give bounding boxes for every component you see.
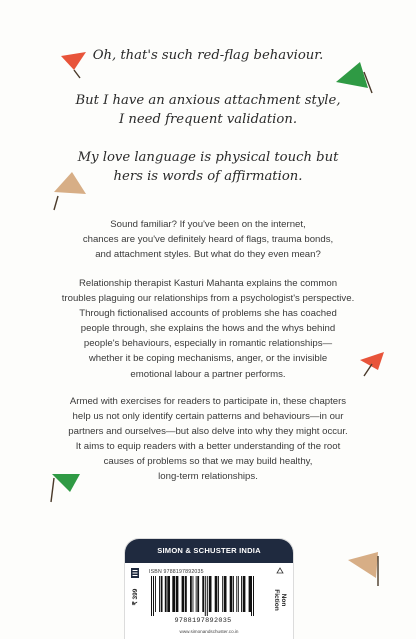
barcode-bar bbox=[222, 576, 223, 612]
paragraph-line: people's behaviours, especially in romantic relationships— bbox=[83, 338, 333, 350]
quote-line: I need frequent validation. bbox=[118, 112, 298, 127]
paragraph-line: Relationship therapist Kasturi Mahanta explains the common bbox=[78, 278, 338, 289]
barcode-bar bbox=[218, 576, 219, 612]
barcode-bar bbox=[185, 576, 187, 612]
paragraph-line: Armed with exercises for readers to participate in, these chapters bbox=[69, 396, 347, 407]
barcode-bar bbox=[233, 576, 234, 612]
isbn-label: ISBN 9788197892035 bbox=[149, 569, 204, 575]
paragraph-line: Through fictionalised accounts of problems she has coached bbox=[79, 308, 337, 320]
barcode-bar bbox=[238, 576, 239, 612]
barcode-bar bbox=[193, 576, 194, 612]
barcode-bar bbox=[190, 576, 192, 612]
quote-red-flag bbox=[0, 46, 416, 65]
barcode-bar bbox=[155, 576, 156, 612]
blurb-paragraph-author bbox=[20, 276, 396, 382]
paragraph-line: emotional labour a partner performs. bbox=[130, 368, 286, 380]
paragraph-line: causes of problems so that we may build healthy, bbox=[103, 456, 313, 468]
publisher-website: www.simonandschuster.co.in bbox=[179, 629, 239, 634]
barcode-bar bbox=[176, 576, 179, 612]
publisher-logo-icon bbox=[131, 568, 139, 578]
barcode-bar bbox=[207, 576, 208, 616]
quote-line: But I have an anxious attachment style, bbox=[75, 93, 341, 108]
paragraph-line: Sound familiar? If you've been on the internet, bbox=[110, 219, 306, 230]
barcode-bar bbox=[196, 576, 197, 612]
publisher-name: SIMON & SCHUSTER INDIA bbox=[125, 539, 293, 563]
paragraph-line: troubles plaguing our relationships from a psychologist's perspective. bbox=[61, 293, 355, 305]
barcode-bar bbox=[243, 576, 246, 612]
genre-label bbox=[273, 575, 287, 621]
barcode-bar bbox=[224, 576, 227, 612]
blurb-paragraph-exercises bbox=[20, 394, 396, 485]
barcode-bar bbox=[159, 576, 160, 612]
quote-line: hers is words of affirmation. bbox=[113, 169, 303, 184]
barcode-bar bbox=[215, 576, 218, 612]
paragraph-line: people through, she explains the hows and the whys behind bbox=[80, 323, 336, 335]
quote-line: Oh, that's such red-flag behaviour. bbox=[92, 48, 324, 63]
paragraph-line: and attachment styles. But what do they even mean? bbox=[95, 249, 321, 261]
barcode-bar bbox=[165, 576, 167, 612]
paragraph-line: chances are you've definitely heard of flags, trauma bonds, bbox=[82, 234, 334, 246]
quote-line: My love language is physical touch but bbox=[77, 150, 339, 165]
barcode-bar bbox=[197, 576, 199, 612]
quote-attachment-style bbox=[0, 91, 416, 129]
barcode-bar bbox=[167, 576, 170, 612]
paragraph-line: help us not only identify certain patterns and behaviours—in our bbox=[72, 411, 344, 423]
genre-line: Fiction bbox=[273, 589, 280, 611]
paragraph-line: partners and ourselves—but also delve into why they might occur. bbox=[68, 426, 348, 438]
barcode-bar bbox=[182, 576, 185, 612]
green-flag-icon bbox=[334, 60, 374, 94]
barcode-bar bbox=[202, 576, 204, 612]
barcode-bar bbox=[241, 576, 242, 612]
price-text: ₹ 399 bbox=[132, 588, 139, 606]
barcode-bar bbox=[249, 576, 252, 612]
quote-love-language bbox=[0, 148, 416, 186]
barcode-bar bbox=[230, 576, 233, 612]
paragraph-line: long-term relationships. bbox=[158, 471, 258, 483]
barcode-bar bbox=[151, 576, 152, 616]
price-label bbox=[128, 579, 142, 619]
genre-line: Non bbox=[280, 593, 287, 607]
paragraph-line: It aims to equip readers with a better understanding of the root bbox=[75, 441, 341, 453]
barcode-bar bbox=[153, 576, 154, 616]
barcode-bar bbox=[236, 576, 237, 612]
barcode-bar bbox=[205, 576, 206, 616]
barcode-bar bbox=[172, 576, 175, 612]
isbn-barcode bbox=[149, 576, 257, 616]
paragraph-line: whether it be coping mechanisms, anger, or the invisible bbox=[88, 353, 328, 365]
barcode-bar bbox=[251, 576, 252, 616]
blurb-paragraph-intro bbox=[20, 217, 396, 262]
beige-flag-icon bbox=[346, 548, 382, 588]
barcode-bar bbox=[253, 576, 254, 616]
barcode-bar bbox=[209, 576, 212, 612]
publisher-barcode-block bbox=[125, 539, 293, 639]
barcode-bar bbox=[161, 576, 163, 612]
isbn-number: 9788197892035 bbox=[174, 617, 232, 625]
